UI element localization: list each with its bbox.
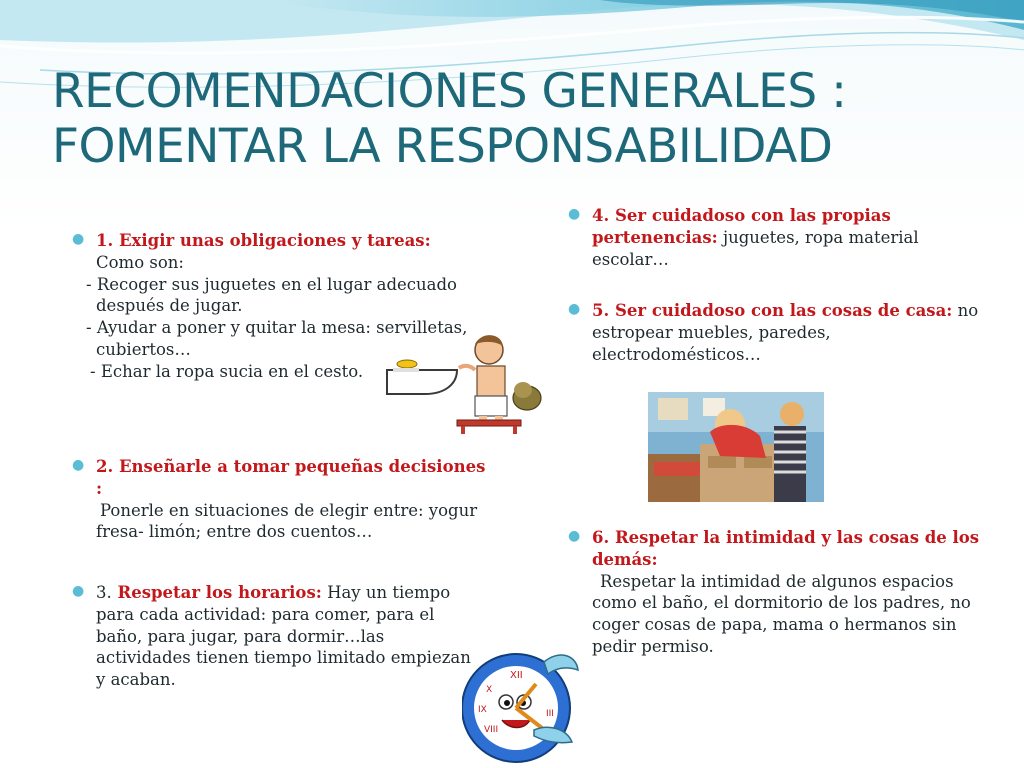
item-1-line-1: - Recoger sus juguetes en el lugar adecuado [86,274,457,294]
bullet-dot-icon: ● [72,457,85,473]
svg-text:III: III [546,709,554,719]
title-line-1: RECOMENDACIONES GENERALES : [52,64,847,119]
svg-text:X: X [486,685,493,695]
bullet-dot-icon: ● [568,301,581,317]
item-1-heading: 1. Exigir unas obligaciones y tareas: [96,231,431,250]
title-line-2: FOMENTAR LA RESPONSABILIDAD [52,119,833,175]
item-4 [568,205,968,270]
item-3-number: 3. [96,583,112,602]
item-5-heading: 5. Ser cuidadoso con las cosas de casa: [592,301,953,320]
svg-text:IX: IX [478,705,487,715]
bullet-dot-icon: ● [72,231,85,247]
item-1-line-2: - Ayudar a poner y quitar la mesa: servilletas, [86,318,468,338]
item-3-body: Hay un tiempo para cada actividad: para comer, para el baño, para jugar, para dormir…las actividades tienen tiempo limitado empiezan y acaban. [96,583,471,690]
item-6 [568,527,988,658]
item-1-line-3: - Echar la ropa sucia en el cesto. [90,361,364,381]
item-4-heading: 4. Ser cuidadoso con las propias pertenencias: [592,206,891,247]
bullet-dot-icon: ● [568,528,581,544]
svg-text:VIII: VIII [484,725,499,735]
item-3 [72,582,484,691]
item-2-heading: 2. Enseñarle a tomar pequeñas decisiones : [96,457,486,498]
bullet-dot-icon: ● [72,583,85,599]
item-2-body: Ponerle en situaciones de elegir entre: yogur fresa- limón; entre dos cuentos… [96,500,478,542]
item-4-body: juguetes, ropa material escolar… [592,227,919,269]
boy-washing-clipart [385,332,545,434]
item-1-line-2b: cubiertos… [96,339,191,359]
item-5-body: no estropear muebles, paredes, electrodomésticos… [592,301,979,364]
svg-text:XII: XII [510,670,523,681]
clock-clipart [462,632,582,768]
item-5 [568,300,988,365]
slide-title [52,64,1012,175]
item-6-body: Respetar la intimidad de algunos espacios como el baño, el dormitorio de los padres, no coger cosas de papa, mama o hermanos sin pedir permiso. [592,571,971,656]
item-1-line-1b: después de jugar. [96,296,243,316]
item-3-heading: Respetar los horarios: [111,583,322,602]
item-6-heading: 6. Respetar la intimidad y las cosas de los demás: [592,528,980,569]
bullet-dot-icon: ● [568,206,581,222]
item-1-intro: Como son: [96,252,184,272]
children-tidying-photo [648,392,824,502]
item-2 [72,456,492,543]
